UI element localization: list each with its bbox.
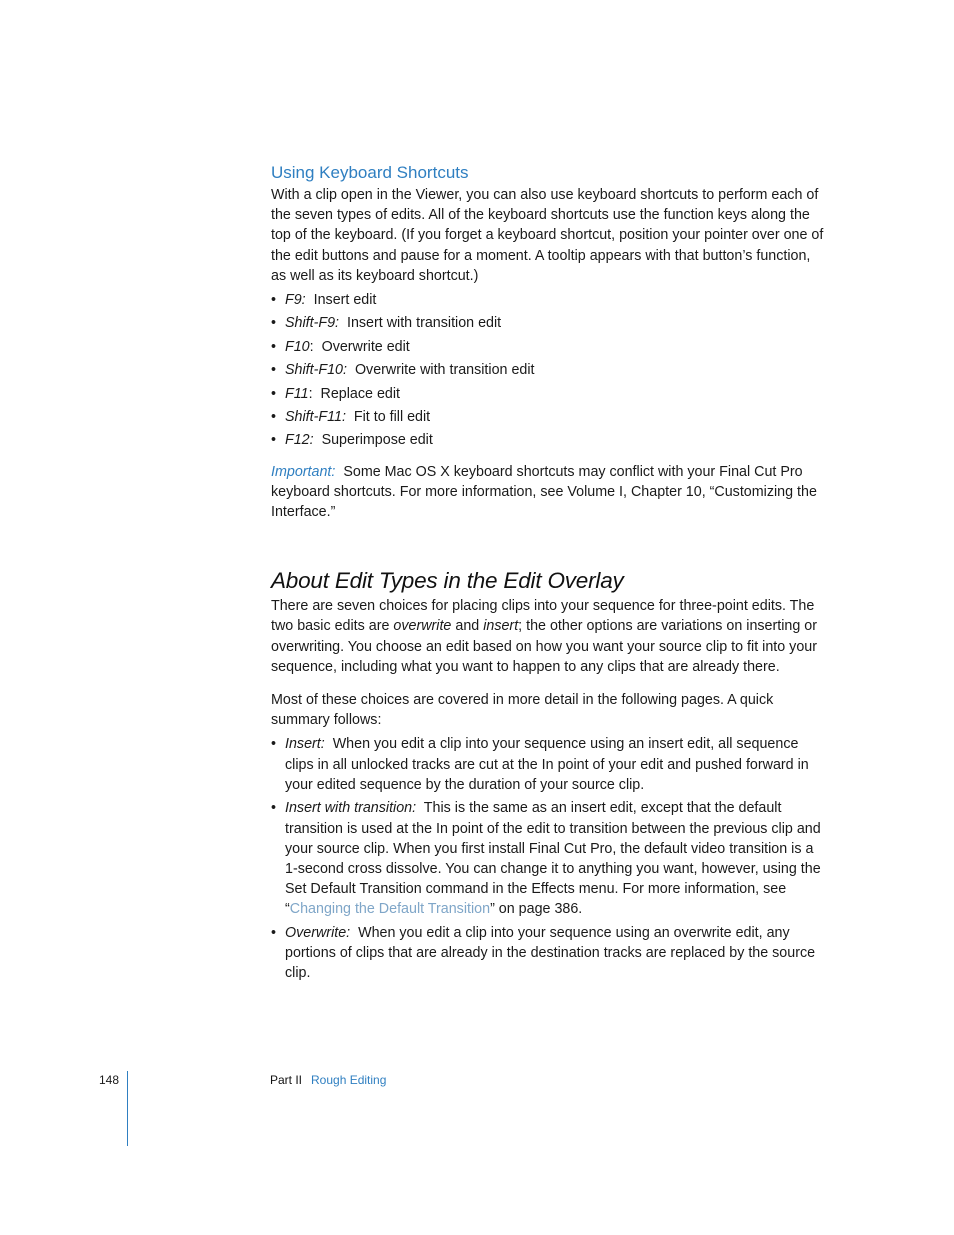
list-item: • F11: Replace edit xyxy=(271,384,827,404)
list-item: • Insert with transition: This is the same as an insert edit, except that the default transition is used at the In point of the edit to transition between the previous clip and your source clip. When you first install Final Cut Pro, the default video transition is a 1-second cross dissolve. You can change it to anything you want, however, using the Set Default Transition command in the Effects menu. For more information, see “Changing the Default Transition” on page 386. xyxy=(271,798,827,919)
page-number: 148 xyxy=(99,1073,120,1087)
list-item: • F9: Insert edit xyxy=(271,290,827,310)
list-item: • F12: Superimpose edit xyxy=(271,430,827,450)
footer-divider xyxy=(127,1071,128,1146)
footer-breadcrumb xyxy=(270,1072,386,1088)
page-content xyxy=(271,161,827,987)
shortcut-list xyxy=(271,290,827,451)
important-text: Some Mac OS X keyboard shortcuts may conflict with your Final Cut Pro keyboard shortcuts. For more information, see Volume I, Chapter 10, “Customizing the Interface.” xyxy=(271,463,817,520)
footer-part-label: Part II xyxy=(270,1073,303,1087)
section-intro: With a clip open in the Viewer, you can also use keyboard shortcuts to perform each of the seven types of edits. All of the keyboard shortcuts use the function keys along the top of the keyboard. (If you forget a keyboard shortcut, position your pointer over one of the edit buttons and pause for a moment. A tooltip appears with that button’s function, as well as its keyboard shortcut.) xyxy=(271,187,824,284)
important-note xyxy=(271,462,827,523)
list-item: • Shift-F9: Insert with transition edit xyxy=(271,313,827,333)
list-item: • Insert: When you edit a clip into your sequence using an insert edit, all sequence clips in all unlocked tracks are cut at the In point of your edit and pushed forward in your edited sequence by the duration of your source clip. xyxy=(271,734,827,795)
list-item: • Shift-F10: Overwrite with transition edit xyxy=(271,360,827,380)
list-item: • Overwrite: When you edit a clip into your sequence using an overwrite edit, any portions of clips that are already in the destination tracks are replaced by the source clip. xyxy=(271,923,827,984)
main-paragraph-2: Most of these choices are covered in more detail in the following pages. A quick summary follows: xyxy=(271,691,774,729)
edit-types-list xyxy=(271,734,827,983)
footer-part-title[interactable]: Rough Editing xyxy=(311,1073,387,1087)
page-link[interactable]: Changing the Default Transition xyxy=(289,901,491,918)
section-heading: Using Keyboard Shortcuts xyxy=(271,163,469,182)
important-label: Important: xyxy=(271,463,336,480)
list-item: • F10: Overwrite edit xyxy=(271,337,827,357)
main-heading: About Edit Types in the Edit Overlay xyxy=(271,568,624,594)
main-paragraph-1: There are seven choices for placing clips into your sequence for three-point edits. The two basic edits are overwrite and insert; the other options are variations on inserting or overwriting. You choose an edit based on how you want your source clip to fit into your sequence, including what you want to happen to any clips that are already there. xyxy=(271,598,817,675)
list-item: • Shift-F11: Fit to fill edit xyxy=(271,407,827,427)
